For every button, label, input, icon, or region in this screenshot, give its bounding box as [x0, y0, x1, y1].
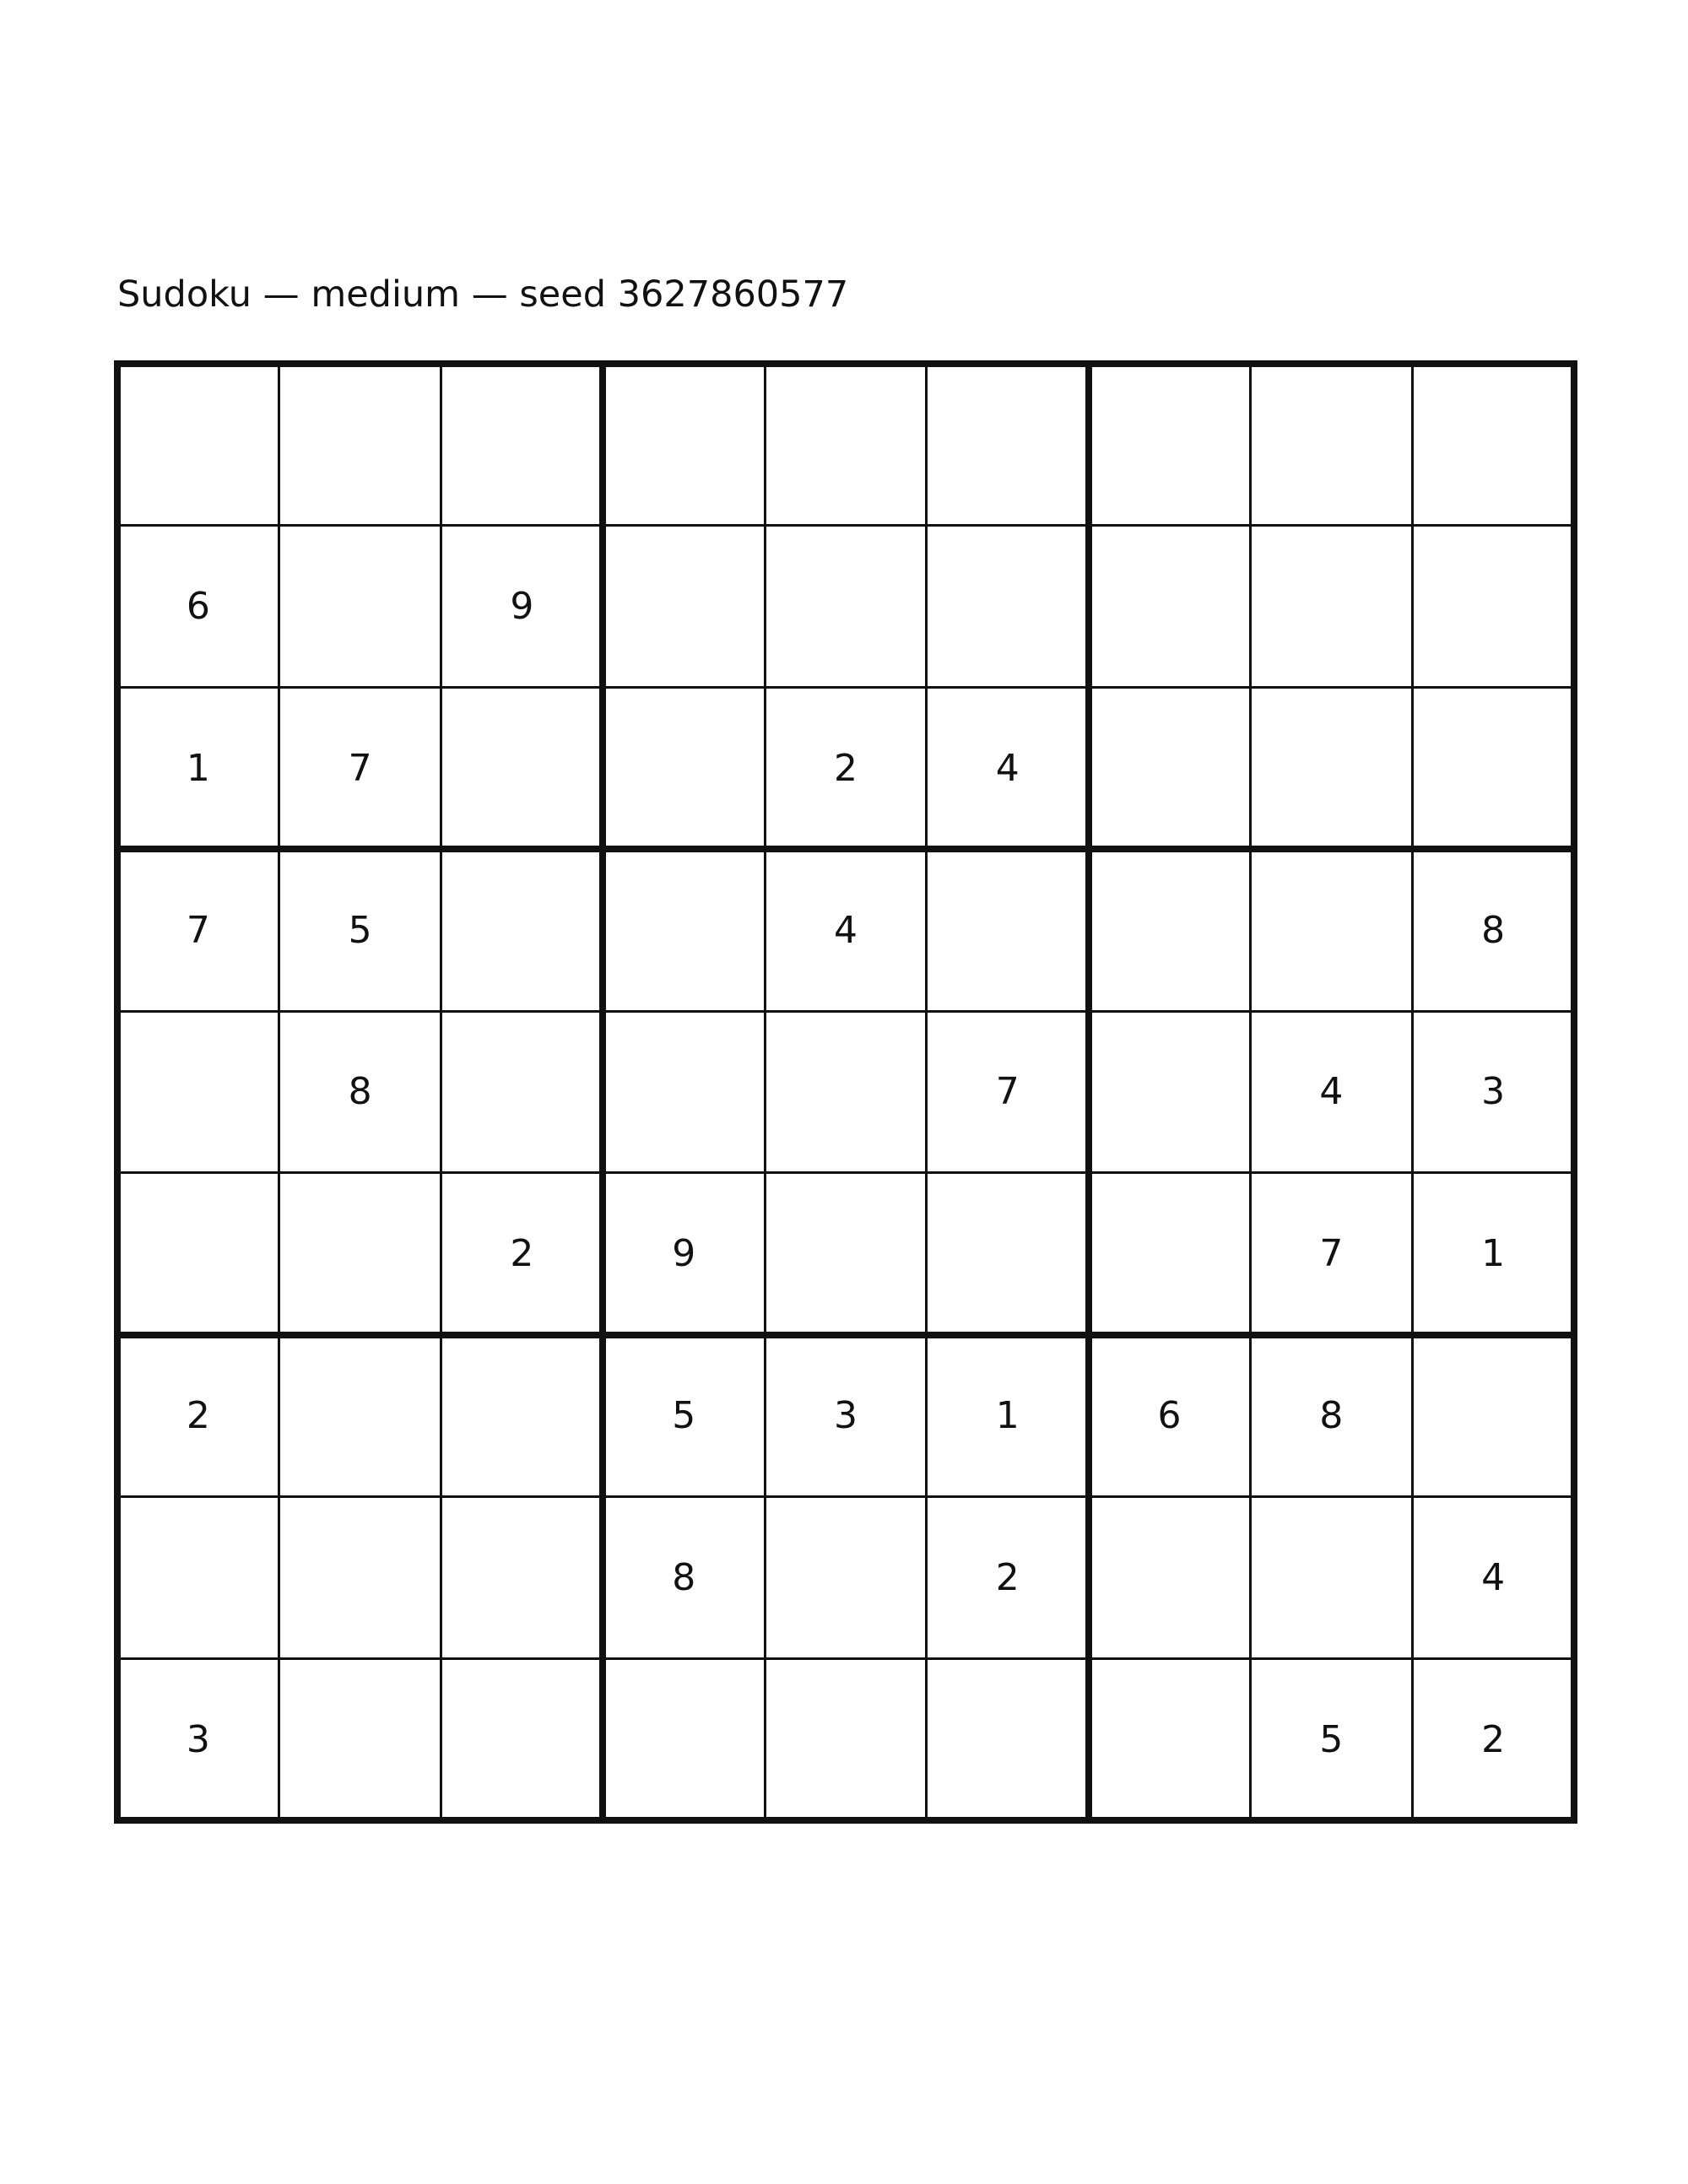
sudoku-cell-r1-c6[interactable] — [927, 364, 1089, 526]
sudoku-cell-r8-c5[interactable] — [765, 1496, 927, 1658]
sudoku-cell-r8-c9[interactable]: 4 — [1481, 1555, 1506, 1599]
sudoku-cell-r7-c6[interactable]: 1 — [995, 1394, 1020, 1438]
sudoku-cell-r8-c7[interactable] — [1089, 1496, 1251, 1658]
sudoku-cell-r6-c2[interactable] — [279, 1173, 441, 1335]
sudoku-cell-r9-c5[interactable] — [765, 1658, 927, 1820]
sudoku-cell-r1-c2[interactable] — [279, 364, 441, 526]
sudoku-cell-r5-c3[interactable] — [441, 1011, 603, 1173]
sudoku-cell-r4-c9[interactable]: 8 — [1481, 908, 1506, 952]
sudoku-board — [117, 364, 1574, 1820]
sudoku-cell-r7-c3[interactable] — [441, 1335, 603, 1497]
sudoku-cell-r3-c6[interactable]: 4 — [995, 746, 1020, 790]
sudoku-cell-r7-c2[interactable] — [279, 1335, 441, 1497]
sudoku-cell-r3-c1[interactable]: 1 — [186, 746, 210, 790]
page-title: Sudoku — medium — seed 3627860577 — [117, 273, 849, 316]
sudoku-cell-r3-c5[interactable]: 2 — [833, 746, 858, 790]
sudoku-cell-r9-c8[interactable]: 5 — [1319, 1717, 1344, 1761]
sudoku-cell-r2-c5[interactable] — [765, 526, 927, 688]
sudoku-cell-r7-c1[interactable]: 2 — [186, 1394, 210, 1438]
sudoku-cell-r1-c7[interactable] — [1089, 364, 1251, 526]
sudoku-cell-r1-c8[interactable] — [1250, 364, 1412, 526]
sudoku-cell-r9-c6[interactable] — [927, 1658, 1089, 1820]
sudoku-cell-r6-c6[interactable] — [927, 1173, 1089, 1335]
sudoku-cell-r5-c8[interactable]: 4 — [1319, 1070, 1344, 1114]
sudoku-cell-r9-c9[interactable]: 2 — [1481, 1717, 1506, 1761]
sudoku-cell-r5-c1[interactable] — [117, 1011, 279, 1173]
sudoku-cell-r6-c7[interactable] — [1089, 1173, 1251, 1335]
sudoku-cell-r2-c7[interactable] — [1089, 526, 1251, 688]
sudoku-cell-r8-c8[interactable] — [1250, 1496, 1412, 1658]
sudoku-cell-r2-c8[interactable] — [1250, 526, 1412, 688]
sudoku-cell-r2-c9[interactable] — [1412, 526, 1574, 688]
sudoku-cell-r3-c8[interactable] — [1250, 688, 1412, 850]
sudoku-cell-r2-c6[interactable] — [927, 526, 1089, 688]
sudoku-cell-r5-c4[interactable] — [603, 1011, 765, 1173]
sudoku-cell-r9-c3[interactable] — [441, 1658, 603, 1820]
sudoku-cell-r2-c1[interactable]: 6 — [186, 585, 210, 629]
sudoku-cell-r3-c3[interactable] — [441, 688, 603, 850]
sudoku-cell-r2-c3[interactable]: 9 — [510, 585, 534, 629]
sudoku-cell-r1-c5[interactable] — [765, 364, 927, 526]
sudoku-cell-r3-c4[interactable] — [603, 688, 765, 850]
sudoku-cell-r5-c2[interactable]: 8 — [348, 1070, 372, 1114]
sudoku-cell-r4-c4[interactable] — [603, 849, 765, 1011]
sudoku-cell-r4-c2[interactable]: 5 — [348, 908, 372, 952]
sudoku-cell-r3-c7[interactable] — [1089, 688, 1251, 850]
sudoku-cell-r8-c6[interactable]: 2 — [995, 1555, 1020, 1599]
sudoku-cell-r9-c7[interactable] — [1089, 1658, 1251, 1820]
sudoku-cell-r1-c3[interactable] — [441, 364, 603, 526]
sudoku-cell-r2-c4[interactable] — [603, 526, 765, 688]
sudoku-cell-r7-c7[interactable]: 6 — [1157, 1394, 1182, 1438]
sudoku-cell-r4-c5[interactable]: 4 — [833, 908, 858, 952]
sudoku-cell-r7-c4[interactable]: 5 — [672, 1394, 696, 1438]
sudoku-cell-r5-c6[interactable]: 7 — [995, 1070, 1020, 1114]
sudoku-cell-r7-c9[interactable] — [1412, 1335, 1574, 1497]
sudoku-cell-r1-c4[interactable] — [603, 364, 765, 526]
sudoku-cell-r9-c2[interactable] — [279, 1658, 441, 1820]
sudoku-cell-r6-c5[interactable] — [765, 1173, 927, 1335]
sudoku-cell-r6-c9[interactable]: 1 — [1481, 1232, 1506, 1276]
sudoku-cell-r8-c4[interactable]: 8 — [672, 1555, 696, 1599]
sudoku-cell-r8-c2[interactable] — [279, 1496, 441, 1658]
sudoku-cell-r4-c8[interactable] — [1250, 849, 1412, 1011]
sudoku-cell-r5-c7[interactable] — [1089, 1011, 1251, 1173]
sudoku-cell-r4-c6[interactable] — [927, 849, 1089, 1011]
sudoku-cell-r8-c1[interactable] — [117, 1496, 279, 1658]
sudoku-cell-r6-c3[interactable]: 2 — [510, 1232, 534, 1276]
sudoku-cell-r4-c1[interactable]: 7 — [186, 908, 210, 952]
sudoku-cell-r4-c7[interactable] — [1089, 849, 1251, 1011]
sudoku-cell-r1-c1[interactable] — [117, 364, 279, 526]
sudoku-cell-r3-c2[interactable]: 7 — [348, 746, 372, 790]
sudoku-cell-r3-c9[interactable] — [1412, 688, 1574, 850]
sudoku-cell-r2-c2[interactable] — [279, 526, 441, 688]
sudoku-cell-r6-c8[interactable]: 7 — [1319, 1232, 1344, 1276]
sudoku-cell-r1-c9[interactable] — [1412, 364, 1574, 526]
sudoku-cell-r5-c5[interactable] — [765, 1011, 927, 1173]
sudoku-cell-r6-c4[interactable]: 9 — [672, 1232, 696, 1276]
sudoku-cell-r7-c5[interactable]: 3 — [833, 1394, 858, 1438]
sudoku-cell-r6-c1[interactable] — [117, 1173, 279, 1335]
sudoku-cell-r9-c1[interactable]: 3 — [186, 1717, 210, 1761]
sudoku-cell-r8-c3[interactable] — [441, 1496, 603, 1658]
sudoku-cell-r7-c8[interactable]: 8 — [1319, 1394, 1344, 1438]
sudoku-cell-r5-c9[interactable]: 3 — [1481, 1070, 1506, 1114]
sudoku-cell-r9-c4[interactable] — [603, 1658, 765, 1820]
sudoku-cell-r4-c3[interactable] — [441, 849, 603, 1011]
